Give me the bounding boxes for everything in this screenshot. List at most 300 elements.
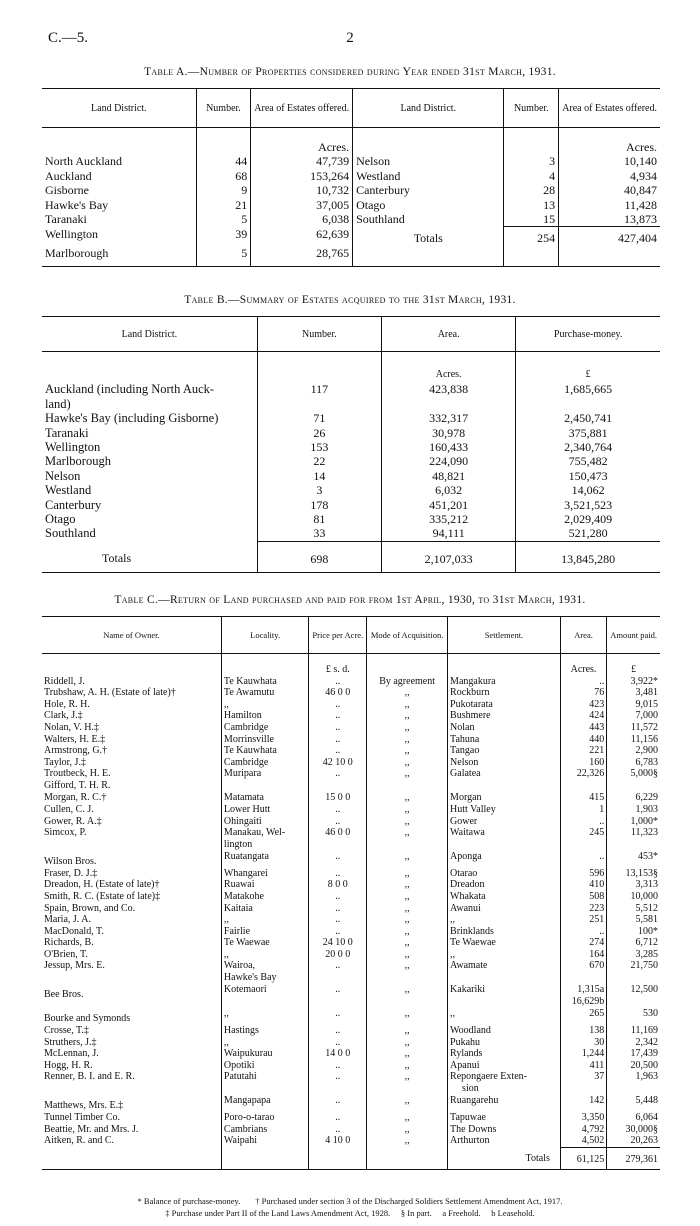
- table-row: [42, 734, 660, 746]
- settlement-name: Brinklands: [450, 925, 494, 937]
- district-name: Auckland (including North Auck-: [45, 382, 215, 397]
- area-cell: [560, 891, 606, 903]
- area-value: 13,873: [624, 212, 657, 227]
- amount-value: 5,512: [635, 902, 658, 914]
- money-value: 150,473: [568, 468, 608, 483]
- col-number: Number.: [196, 89, 251, 128]
- amount-value: 30,000§: [625, 1123, 658, 1135]
- area-value: 4,934: [630, 168, 657, 183]
- totals-number: 254: [504, 227, 559, 246]
- area-cell: [560, 1124, 606, 1136]
- settlement-cell: [448, 816, 561, 828]
- mode-value: ,,: [367, 722, 448, 734]
- settlement-cell: [448, 1025, 561, 1037]
- area-cell: [560, 868, 606, 880]
- number-value: 178: [257, 498, 381, 512]
- district-name: Hawke's Bay (including Gisborne): [45, 411, 219, 426]
- area-value: 410: [589, 879, 605, 891]
- locality-cell: [221, 949, 308, 961]
- settlement-cell: [448, 851, 561, 868]
- price-value: ..: [309, 1124, 367, 1136]
- district-name: Nelson: [45, 468, 81, 483]
- table-a-body: [42, 128, 660, 267]
- area-cell: [560, 699, 606, 711]
- table-row: [42, 426, 660, 440]
- unit-label: £: [631, 664, 637, 675]
- area-cell: [560, 926, 606, 938]
- area-value: 142: [589, 1095, 605, 1107]
- area-value: 40,847: [624, 183, 657, 198]
- table-row: [42, 169, 660, 183]
- col-area: Area.: [560, 617, 606, 654]
- locality-name: Matamata: [223, 792, 264, 804]
- amount-value: 2,342: [635, 1036, 658, 1048]
- settlement-cell: [448, 879, 561, 891]
- footnote: § In part.: [400, 1208, 432, 1218]
- area-value: 440: [589, 733, 605, 745]
- owner-cell: [42, 1025, 221, 1037]
- owner-cell: [42, 722, 221, 734]
- amount-value: 7,000: [635, 710, 658, 722]
- mode-value: ,,: [367, 792, 448, 804]
- footnotes-line-1: [48, 1196, 652, 1206]
- locality-name: Mangapapa: [223, 1095, 271, 1107]
- number-value: 14: [257, 469, 381, 483]
- blank-cell: [353, 260, 504, 267]
- amount-value: 6,064: [635, 1112, 658, 1124]
- owner-cell: [42, 949, 221, 961]
- locality-cell: [221, 1060, 308, 1072]
- table-row: [42, 816, 660, 828]
- locality-name: Manakau, Wel-: [223, 827, 286, 839]
- district-cell: [42, 411, 257, 425]
- price-value: 8 0 0: [309, 879, 367, 891]
- locality-cell: [221, 1025, 308, 1037]
- settlement-cell: [448, 734, 561, 746]
- area-value: 94,111: [382, 526, 516, 541]
- table-b-body: [42, 352, 660, 573]
- mode-value: ,,: [367, 804, 448, 816]
- settlement-cell: [448, 745, 561, 757]
- amount-value: 3,285: [635, 948, 658, 960]
- number-value: 26: [257, 426, 381, 440]
- money-value: 755,482: [568, 454, 608, 469]
- owner-name: Beattie, Mr. and Mrs. J.: [44, 1123, 139, 1135]
- number-value: 5: [196, 246, 251, 260]
- locality-cell: [221, 903, 308, 915]
- blank-cell: [221, 1147, 308, 1170]
- settlement-name-continued: sion: [462, 1083, 479, 1095]
- amount-value: 11,169: [630, 1025, 658, 1037]
- mode-value: ,,: [367, 903, 448, 915]
- locality-name: Opotiki: [223, 1059, 255, 1071]
- settlement-cell: [448, 1071, 561, 1095]
- district-name: Nelson: [353, 154, 504, 168]
- col-purchase-money: Purchase-money.: [516, 317, 660, 352]
- area-value: 6,038: [251, 212, 353, 227]
- mode-value: ,,: [367, 1048, 448, 1060]
- area-cell: [560, 710, 606, 722]
- table-row: [42, 1095, 660, 1112]
- settlement-name: Tapuwae: [450, 1112, 486, 1124]
- area-value: 62,639: [251, 227, 353, 246]
- price-value: ..: [309, 722, 367, 734]
- table-row: [42, 757, 660, 769]
- money-value: 3,521,523: [564, 497, 613, 512]
- mode-value: ,,: [367, 710, 448, 722]
- locality-name: Ruatangata: [223, 851, 269, 863]
- amount-value: 20,263: [630, 1135, 658, 1147]
- area-value: 3,350: [581, 1112, 605, 1124]
- settlement-name: Kakariki: [450, 984, 486, 996]
- price-value: ..: [309, 960, 367, 984]
- settlement-cell: [448, 757, 561, 769]
- number-value: 153: [257, 440, 381, 454]
- area-cell: [560, 903, 606, 915]
- owner-cell: [42, 891, 221, 903]
- settlement-name: Galatea: [450, 768, 481, 780]
- totals-row: [42, 1147, 660, 1170]
- mode-value: ,,: [367, 745, 448, 757]
- area-value: 76: [594, 687, 605, 699]
- number-value: 71: [257, 411, 381, 425]
- owner-name: MacDonald, T.: [44, 925, 104, 937]
- owner-name: McLennan, J.: [44, 1048, 99, 1060]
- table-b-caption: Table B.—Summary of Estates acquired to the 31st March, 1931.: [184, 294, 516, 306]
- owner-name: Riddell, J.: [44, 675, 85, 687]
- settlement-cell: [448, 891, 561, 903]
- area-cell: [560, 1095, 606, 1112]
- totals-amount: 279,361: [607, 1147, 660, 1170]
- owner-cell: [42, 804, 221, 816]
- mode-value: ,,: [367, 891, 448, 903]
- table-row: [42, 1071, 660, 1095]
- locality-name: Te Kauwhata: [223, 675, 277, 687]
- amount-value: 17,439: [630, 1048, 658, 1060]
- locality-cell: [221, 1112, 308, 1124]
- district-name: Auckland: [42, 169, 196, 183]
- area-cell: [560, 792, 606, 804]
- col-land-district: Land District.: [42, 89, 196, 128]
- district-cell: [42, 483, 257, 497]
- table-row: [42, 792, 660, 804]
- area-value: 274: [589, 937, 605, 949]
- locality-name: Te Awamutu: [223, 687, 275, 699]
- settlement-name: Awanui: [450, 902, 481, 914]
- mode-value: ,,: [367, 768, 448, 792]
- area-value: 30: [594, 1036, 605, 1048]
- price-value: ..: [309, 699, 367, 711]
- mode-value: ,,: [367, 757, 448, 769]
- locality-cell: [221, 851, 308, 868]
- number-value: 39: [196, 227, 251, 246]
- amount-value: 6,712: [635, 937, 658, 949]
- owner-cell: [42, 734, 221, 746]
- locality-cell: [221, 792, 308, 804]
- unit-label: Acres.: [626, 140, 657, 154]
- area-value: 596: [589, 867, 605, 879]
- area-value: 164: [589, 948, 605, 960]
- settlement-cell: [448, 792, 561, 804]
- footnote: b Leasehold.: [491, 1208, 535, 1218]
- settlement-cell: [448, 768, 561, 792]
- area-value: 153,264: [251, 169, 353, 183]
- blank-cell: [196, 260, 251, 267]
- table-row: [42, 454, 660, 468]
- price-value: ..: [309, 768, 367, 792]
- settlement-name: Awamate: [450, 960, 488, 972]
- owner-cell: [42, 827, 221, 851]
- blank-cell: [448, 654, 561, 676]
- locality-cell: [221, 768, 308, 792]
- table-row: [42, 498, 660, 512]
- number-value: 81: [257, 512, 381, 526]
- area-cell: [560, 949, 606, 961]
- settlement-name: Morgan: [450, 792, 482, 804]
- settlement-cell: [448, 1008, 561, 1025]
- locality-cell: [221, 676, 308, 688]
- settlement-cell: [448, 1037, 561, 1049]
- locality-name: Hamilton: [223, 710, 262, 722]
- settlement-name: ,,: [450, 948, 456, 960]
- mode-value: ,,: [367, 1095, 448, 1112]
- col-area: Area.: [382, 317, 516, 352]
- number-value: 21: [196, 198, 251, 212]
- table-row: [42, 926, 660, 938]
- area-value: 1: [599, 803, 605, 815]
- amount-value: 3,922*: [630, 675, 658, 687]
- page-number: 2: [346, 30, 354, 46]
- owner-cell: [42, 1071, 221, 1095]
- locality-name-continued: lington: [223, 838, 253, 850]
- amount-value: 1,903: [635, 803, 658, 815]
- owner-name: Crosse, T.‡: [44, 1025, 89, 1037]
- locality-cell: [221, 1048, 308, 1060]
- table-row: [42, 227, 660, 246]
- unit-label: Acres.: [560, 654, 606, 676]
- settlement-name: Pukahu: [450, 1036, 481, 1048]
- owner-name: Wilson Bros.: [44, 856, 97, 868]
- settlement-cell: [448, 710, 561, 722]
- owner-cell: [42, 914, 221, 926]
- area-cell: [560, 1037, 606, 1049]
- table-row: [42, 526, 660, 541]
- locality-cell: [221, 1095, 308, 1112]
- owner-name: Hogg, H. R.: [44, 1059, 93, 1071]
- number-value: 5: [196, 212, 251, 227]
- area-value: 4,792: [581, 1123, 605, 1135]
- area-value: 221: [589, 745, 605, 757]
- area-cell: [560, 1112, 606, 1124]
- number-value: 15: [504, 212, 559, 227]
- settlement-cell: [448, 804, 561, 816]
- amount-value: 11,156: [630, 733, 658, 745]
- table-row: [42, 1060, 660, 1072]
- mode-value: By agreement: [367, 676, 448, 688]
- locality-name: Patutahi: [223, 1071, 257, 1083]
- area-value: ..: [599, 925, 605, 937]
- settlement-cell: [448, 1112, 561, 1124]
- district-cell: [42, 440, 257, 454]
- mode-value: ,,: [367, 879, 448, 891]
- table-row: [42, 183, 660, 197]
- price-value: 14 0 0: [309, 1048, 367, 1060]
- locality-name: Muripara: [223, 768, 262, 780]
- blank-cell: [367, 1147, 448, 1170]
- locality-name: ,,: [223, 1036, 229, 1048]
- amount-value: 13,153§: [625, 867, 658, 879]
- settlement-cell: [448, 722, 561, 734]
- blank-cell: [42, 654, 221, 676]
- owner-name: Bee Bros.: [44, 989, 84, 1001]
- col-number: Number.: [257, 317, 381, 352]
- money-value: 521,280: [568, 526, 608, 541]
- totals-row: [42, 541, 660, 572]
- area-value: ..: [599, 675, 605, 687]
- locality-name: Wairoa,: [223, 960, 256, 972]
- col-land-district: Land District.: [353, 89, 504, 128]
- area-value: 335,212: [382, 512, 516, 526]
- price-value: ..: [309, 804, 367, 816]
- area-value: 30,978: [382, 426, 516, 440]
- settlement-cell: [448, 937, 561, 949]
- amount-value: 2,900: [635, 745, 658, 757]
- table-row: [42, 937, 660, 949]
- table-row: [42, 212, 660, 227]
- settlement-name: The Downs: [450, 1123, 497, 1135]
- col-land-district: Land District.: [42, 317, 257, 352]
- blank-cell: [353, 246, 504, 260]
- owner-name: Smith, R. C. (Estate of late)‡: [44, 890, 161, 902]
- settlement-name: Repongaere Exten-: [450, 1071, 527, 1083]
- table-c-body: [42, 654, 660, 1170]
- owner-cell: [42, 768, 221, 792]
- number-value: 22: [257, 454, 381, 468]
- settlement-name: Nolan: [450, 721, 475, 733]
- area-value: 6,032: [382, 483, 516, 497]
- area-value: 508: [589, 890, 605, 902]
- area-value: 28,765: [251, 246, 353, 260]
- district-name: Canterbury: [45, 497, 102, 512]
- owner-name: Troutbeck, H. E.: [44, 768, 111, 780]
- area-cell: [560, 687, 606, 699]
- settlement-name: Rockburn: [450, 687, 490, 699]
- locality-cell: [221, 722, 308, 734]
- blank-cell: [42, 1147, 221, 1170]
- locality-name: Poro-o-tarao: [223, 1112, 275, 1124]
- area-value: 265: [589, 1008, 605, 1020]
- footnote: ‡ Purchase under Part II of the Land Laws Amendment Act, 1928.: [165, 1208, 391, 1218]
- locality-cell: [221, 734, 308, 746]
- owner-name: Nolan, V. H.‡: [44, 721, 99, 733]
- district-cell: [42, 454, 257, 468]
- units-row: [42, 352, 660, 383]
- settlement-cell: [448, 903, 561, 915]
- table-row: [42, 246, 660, 260]
- table-c-caption: Table C.—Return of Land purchased and paid for from 1st April, 1930, to 31st March, 1931.: [114, 594, 586, 606]
- mode-value: ,,: [367, 1135, 448, 1147]
- locality-cell: [221, 757, 308, 769]
- locality-name-continued: Hawke's Bay: [223, 972, 277, 984]
- table-row: [42, 440, 660, 454]
- owner-name: Matthews, Mrs. E.‡: [44, 1100, 124, 1112]
- settlement-cell: [448, 1124, 561, 1136]
- price-value: ..: [309, 745, 367, 757]
- locality-name: Whangarei: [223, 867, 268, 879]
- amount-value: 5,581: [635, 914, 658, 926]
- amount-value: 11,572: [630, 721, 658, 733]
- district-name: Wellington: [45, 440, 101, 455]
- locality-cell: [221, 1135, 308, 1147]
- totals-label: Totals: [42, 541, 257, 572]
- price-value: 4 10 0: [309, 1135, 367, 1147]
- table-row: [42, 851, 660, 868]
- district-name: Otago: [45, 512, 76, 527]
- price-value: ..: [309, 1095, 367, 1112]
- table-row: [42, 1135, 660, 1147]
- mode-value: ,,: [367, 868, 448, 880]
- locality-name: ,,: [223, 1008, 229, 1020]
- owner-name: Taylor, J.‡: [44, 756, 86, 768]
- mode-value: ,,: [367, 1071, 448, 1095]
- area-value: 411: [589, 1059, 605, 1071]
- locality-cell: [221, 699, 308, 711]
- owner-name: Tunnel Timber Co.: [44, 1112, 121, 1124]
- area-value: ..: [599, 851, 605, 863]
- amount-value: 5,448: [635, 1095, 658, 1107]
- table-row: [42, 469, 660, 483]
- settlement-name: Pukotarata: [450, 698, 493, 710]
- blank-cell: [42, 128, 196, 155]
- table-row: [42, 827, 660, 851]
- col-price: Price per Acre.: [309, 617, 367, 654]
- locality-name: Cambridge: [223, 721, 269, 733]
- mode-value: ,,: [367, 937, 448, 949]
- totals-money: 13,845,280: [516, 541, 660, 572]
- table-row: [42, 512, 660, 526]
- report-reference: C.—5.: [48, 30, 89, 46]
- area-value: 47,739: [251, 154, 353, 168]
- amount-value: 453*: [638, 851, 658, 863]
- locality-cell: [221, 1037, 308, 1049]
- price-value: ..: [309, 984, 367, 1008]
- money-value: 1,685,665: [564, 382, 613, 397]
- locality-cell: [221, 960, 308, 984]
- area-value: ..: [599, 815, 605, 827]
- area-value: 423: [589, 698, 605, 710]
- table-row: [42, 483, 660, 497]
- price-value: ..: [309, 1037, 367, 1049]
- district-name: Hawke's Bay: [42, 198, 196, 212]
- price-value: ..: [309, 734, 367, 746]
- page-header: [48, 30, 652, 50]
- col-settlement: Settlement.: [448, 617, 561, 654]
- settlement-name: Apanui: [450, 1059, 480, 1071]
- owner-cell: [42, 699, 221, 711]
- locality-cell: [221, 879, 308, 891]
- settlement-name: Ruangarehu: [450, 1095, 499, 1107]
- blank-cell: [196, 128, 251, 155]
- price-value: ..: [309, 851, 367, 868]
- owner-name: Clark, J.‡: [44, 710, 83, 722]
- col-locality: Locality.: [221, 617, 308, 654]
- area-value: 223: [589, 902, 605, 914]
- owner-cell: [42, 1048, 221, 1060]
- mode-value: ,,: [367, 827, 448, 851]
- table-row: [42, 960, 660, 984]
- table-row: [42, 745, 660, 757]
- number-value: 3: [257, 483, 381, 497]
